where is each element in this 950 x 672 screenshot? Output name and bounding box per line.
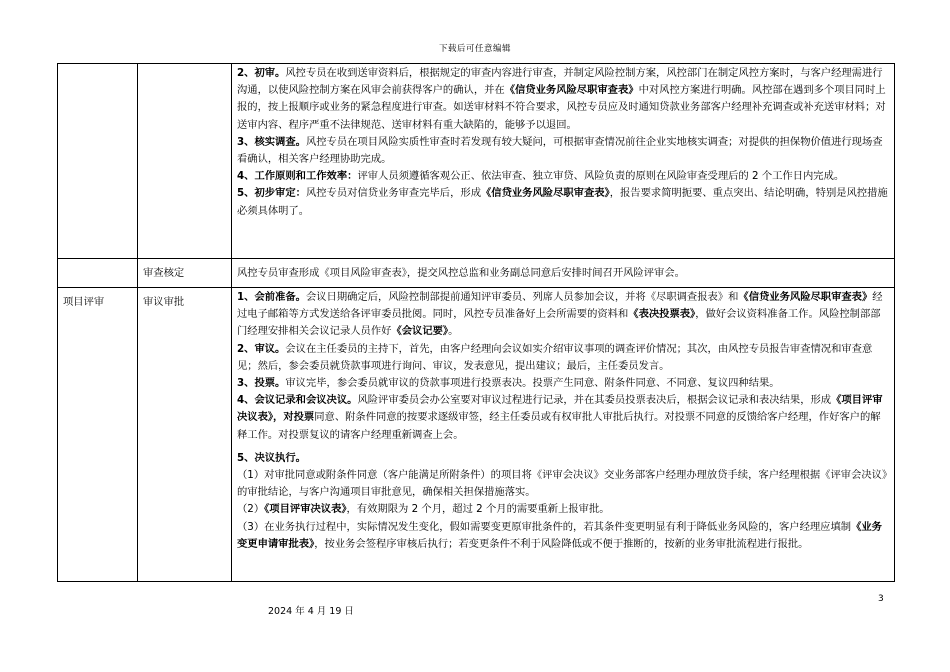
bold-run: 3、核实调查。 <box>237 135 306 148</box>
step-cell: 审查核定 <box>138 259 232 288</box>
paragraph <box>237 289 889 341</box>
bold-run: 5、决议执行。 <box>237 451 306 464</box>
page-number: 3 <box>878 594 884 604</box>
bold-run: 4、工作原则和工作效率： <box>237 170 358 183</box>
paragraph <box>237 260 889 286</box>
paragraph <box>237 375 889 392</box>
stage-cell: 项目评审 <box>58 288 138 582</box>
table-row <box>58 64 895 259</box>
paragraph <box>237 65 889 134</box>
text-run: ，按业务会签程序审核后执行；若变更条件不利于风险降低或不便于推断的，按新的业务审批流程进行报批。 <box>314 537 809 550</box>
paragraph <box>237 450 889 467</box>
stage-cell <box>58 259 138 288</box>
bold-run: 3、投票。 <box>237 377 286 390</box>
paragraph <box>237 185 889 219</box>
content-cell <box>232 288 895 582</box>
process-table <box>57 63 895 582</box>
paragraph <box>237 341 889 375</box>
table-row <box>58 288 895 582</box>
bold-run: 1、会前准备。 <box>237 291 306 303</box>
text-run: （1）对审批同意或附条件同意（客户能满足所附条件）的项目将《评审会决议》交业务部客户经理办理放贷手续，客户经理根据《评审会决议》的审批结论，与客户沟通项目审批意见，确保相关担保措施落实。 <box>237 469 888 499</box>
text-run: 评审人员须遵循客观公正、依法审查、独立审贷、风险负责的原则在风险审查受理后的 2 个工作日内完成。 <box>357 170 845 183</box>
bold-run: 《表决投票表》 <box>628 308 696 321</box>
text-run: 。 <box>448 325 459 338</box>
text-run: （2） <box>237 503 265 516</box>
text-run: 风控专员在项目风险实质性审查时若发现有较大疑问，可根据审查情况前往企业实地核实调查；对提供的担保物价值进行现场查看确认，相关客户经理协助完成。 <box>237 135 883 166</box>
page-header: 下载后可任意编辑 <box>438 44 511 54</box>
bold-run: 2、审议。 <box>237 342 286 355</box>
text-run: 审议完毕，参会委员就审议的贷款事项进行投票表决。投票产生同意、附条件同意、不同意、复议四种结果。 <box>285 377 780 390</box>
text-run: 风险评审委员会办公室要对审议过程进行记录，并在其委员投票表决后，根据会议记录和表决结果，形成 <box>357 394 832 407</box>
text-run: 会议日期确定后，风险控制部提前通知评审委员、列席人员参加会议，并将《尽职调查报表》和 <box>305 291 739 303</box>
bold-run: 《项目评审决议表》，对投票 <box>237 394 883 424</box>
step-cell <box>138 64 232 259</box>
paragraph <box>237 134 889 168</box>
content-cell <box>232 64 895 259</box>
bold-run: 5、初步审定： <box>237 187 306 200</box>
text-run: 同意、附条件同意的按要求逐级审签，经主任委员或有权审批人审批后执行。对投票不同意的反馈给客户经理，作好客户的解释工作。对投票复议的请客户经理重新调查上会。 <box>237 411 881 441</box>
bold-run: 《会议记要》 <box>391 325 449 338</box>
paragraph <box>237 467 889 501</box>
footer-date: 2024 年 4 月 19 日 <box>268 606 354 617</box>
content-cell <box>232 259 895 288</box>
bold-run: 2、初审。 <box>237 67 286 79</box>
paragraph <box>237 519 889 553</box>
bold-run: 《项目评审决议表》 <box>264 503 347 516</box>
text-run: 中对风控方案进行明确。风控部在遇到多个项目同时上报的，按上报顺序或业务的紧急程度进行审查。如送审材料不符合要求，风控专员应及时通知贷款业务部客户经理补充调查或补充送审材料；对送审内容、程序严重不法律规范、送审材料有重大缺陷的，能够予以退回。 <box>237 84 886 131</box>
bold-run: 《信贷业务风险尽职审查表》 <box>738 291 873 303</box>
text-run: 风控专员对信贷业务审查完毕后，形成 <box>305 187 481 200</box>
bold-run: 4、会议记录和会议决议。 <box>237 394 358 407</box>
step-cell: 审议审批 <box>138 288 232 582</box>
bold-run: 《信贷业务风险尽职审查表》 <box>504 84 639 97</box>
bold-run: 《信贷业务风险尽职审查表》 <box>481 187 610 200</box>
bold-run: 《业务变更申请审批表》 <box>237 520 882 550</box>
text-run: 经过电子邮箱等方式发送给各评审委员批阅。同时，风控专员准备好上会所需要的资料和 <box>237 291 883 321</box>
text-run: 会议在主任委员的主持下，首先，由客户经理向会议如实介绍审议事项的调查评价情况；其次，由风控专员报告审查情况和审查意见；然后，参会委员就贷款事项进行询问、审议，发表意见，提出建议；最后，主任委员发言。 <box>237 342 873 372</box>
paragraph <box>237 168 889 185</box>
paragraph <box>237 501 889 518</box>
text-run: ，报告要求简明扼要、重点突出、结论明确，特别是风控措施必须具体明了。 <box>237 187 888 217</box>
text-run: （3）在业务执行过程中，实际情况发生变化，假如需要变更原审批条件的，若其条件变更明显有利于降低业务风险的，客户经理应填制 <box>237 520 852 533</box>
text-run: 风控专员审查形成《项目风险审查表》，提交风控总监和业务副总同意后安排时间召开风险评审会。 <box>237 267 685 279</box>
text-run: ，有效期限为 2 个月，超过 2 个月的需要重新上报审批。 <box>346 503 610 516</box>
text-run: 风控专员在收到送审资料后，根据规定的审查内容进行审查，并制定风险控制方案，风控部门在制定风控方案时，与客户经理需进行沟通，以使风险控制方案在风审会前获得客户的确认，并在 <box>237 67 883 97</box>
table-row <box>58 259 895 288</box>
text-run: ，做好会议资料准备工作。风险控制部部门经理安排相关会议记录人员作好 <box>237 308 881 338</box>
stage-cell <box>58 64 138 259</box>
paragraph <box>237 392 889 444</box>
